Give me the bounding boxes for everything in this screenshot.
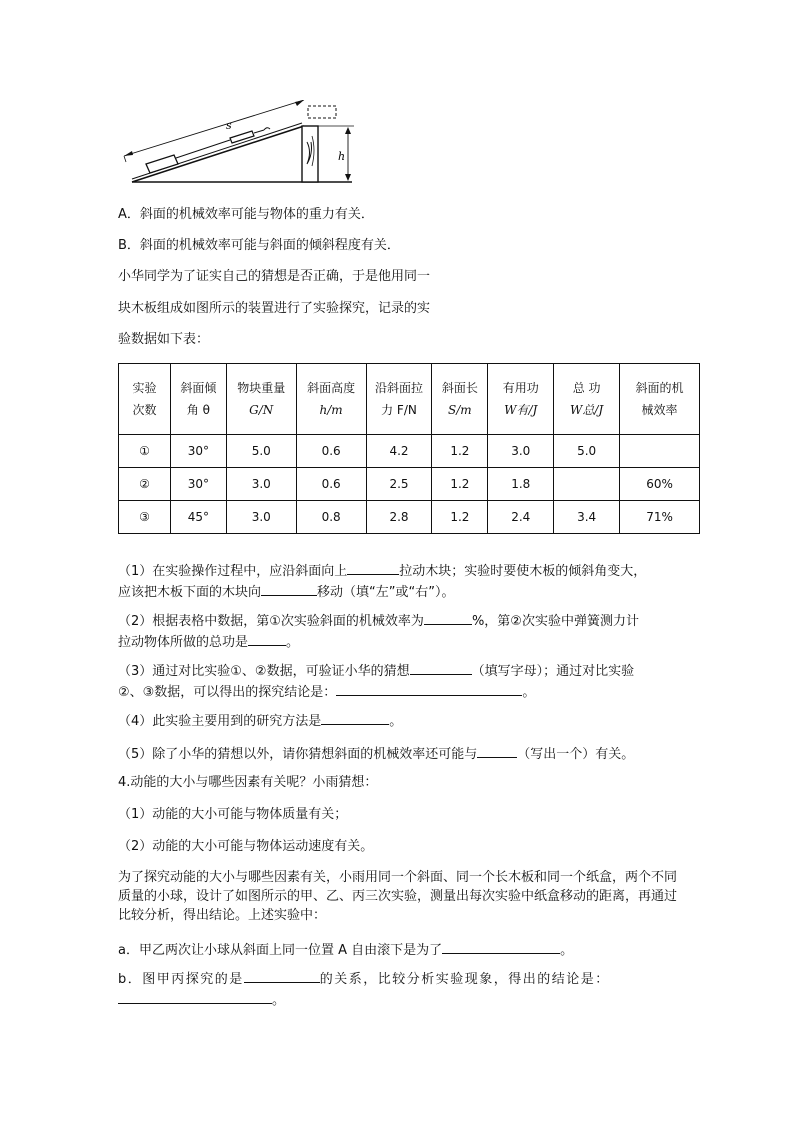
intro-line-1: 小华同学为了证实自己的猜想是否正确，于是他用同一 — [118, 269, 431, 284]
answer-blank[interactable] — [336, 681, 522, 696]
table-cell: 3.4 — [554, 501, 620, 534]
question-3: （3）通过对比实验①、②数据，可验证小华的猜想 （填写字母）；通过对比实验 ②、③数据，可以得出的探究结论是： 。 — [118, 660, 690, 702]
label-s: s — [226, 119, 232, 132]
table-cell: 1.2 — [432, 501, 488, 534]
header-cell: 沿斜面拉 力 F/N — [366, 364, 432, 435]
table-row — [119, 435, 700, 468]
table-cell: 2.4 — [488, 501, 554, 534]
answer-blank[interactable] — [321, 710, 389, 725]
problem-4-title: 4.动能的大小与哪些因素有关呢？小雨猜想： — [118, 775, 378, 790]
problem-4-body: 为了探究动能的大小与哪些因素有关，小雨用同一个斜面、同一个长木板和同一个纸盒，两个不同质量的小球，设计了如图所示的甲、乙、丙三次实验，测量出每次实验中纸盒移动的距离，再通过比较分析，得出结论。上述实验中： — [118, 870, 678, 923]
header-cell: 斜面长 S/m — [432, 364, 488, 435]
intro-line-3: 验数据如下表： — [118, 332, 210, 347]
header-cell: 实验 次数 — [119, 364, 171, 435]
answer-blank[interactable] — [424, 610, 472, 625]
answer-blank[interactable] — [477, 743, 517, 758]
header-cell: 总 功 W总/J — [554, 364, 620, 435]
table-cell — [620, 435, 700, 468]
question-1: （1）在实验操作过程中，应沿斜面向上 拉动木块；实验时要使木板的倾斜角变大， 应该把木板下面的木块向 移动（填“左”或“右”）。 — [118, 560, 690, 602]
guess-1: （1）动能的大小可能与物体质量有关； — [118, 807, 348, 822]
table-cell: 60% — [620, 468, 700, 501]
table-header-row — [119, 364, 700, 435]
table-cell: 5.0 — [226, 435, 296, 468]
table-cell: 2.8 — [366, 501, 432, 534]
question-a: a．甲乙两次让小球从斜面上同一位置 A 自由滚下是为了 。 — [118, 939, 573, 960]
table-cell: ③ — [119, 501, 171, 534]
table-cell — [554, 468, 620, 501]
table-cell: 1.8 — [488, 468, 554, 501]
header-cell: 有用功 W有/J — [488, 364, 554, 435]
table-cell: ① — [119, 435, 171, 468]
answer-blank[interactable] — [244, 968, 320, 983]
table-cell: 4.2 — [366, 435, 432, 468]
experiment-table — [118, 363, 700, 534]
header-cell: 斜面的机 械效率 — [620, 364, 700, 435]
option-a: A．斜面的机械效率可能与物体的重力有关． — [118, 207, 374, 222]
answer-blank[interactable] — [248, 631, 286, 646]
question-5: （5）除了小华的猜想以外，请你猜想斜面的机械效率还可能与 （写出一个）有关。 — [118, 743, 634, 764]
intro-line-2: 块木板组成如图所示的装置进行了实验探究，记录的实 — [118, 301, 431, 316]
table-cell: ② — [119, 468, 171, 501]
question-2: （2）根据表格中数据，第①次实验斜面的机械效率为 %，第②次实验中弹簧测力计 拉动物体所做的总功是 。 — [118, 610, 690, 652]
guess-2: （2）动能的大小可能与物体运动速度有关。 — [118, 839, 374, 854]
table-cell: 45° — [170, 501, 226, 534]
table-cell: 0.8 — [296, 501, 366, 534]
header-cell: 物块重量 G/N — [226, 364, 296, 435]
table-cell: 71% — [620, 501, 700, 534]
incline-diagram — [118, 100, 358, 190]
answer-blank[interactable] — [442, 939, 560, 954]
table-row — [119, 501, 700, 534]
table-row — [119, 468, 700, 501]
table-cell: 30° — [170, 435, 226, 468]
table-cell: 2.5 — [366, 468, 432, 501]
question-b: b．图甲丙探究的是 的关系，比较分析实验现象，得出的结论是： 。 — [118, 968, 668, 1010]
table-cell: 5.0 — [554, 435, 620, 468]
table-cell: 1.2 — [432, 468, 488, 501]
header-cell: 斜面倾 角 θ — [170, 364, 226, 435]
answer-blank[interactable] — [118, 989, 272, 1004]
answer-blank[interactable] — [347, 560, 399, 575]
table-cell: 30° — [170, 468, 226, 501]
option-b: B．斜面的机械效率可能与斜面的倾斜程度有关． — [118, 238, 400, 253]
table-cell: 0.6 — [296, 435, 366, 468]
table-cell: 3.0 — [226, 501, 296, 534]
table-cell: 3.0 — [226, 468, 296, 501]
table-cell: 0.6 — [296, 468, 366, 501]
label-h: h — [338, 150, 346, 163]
answer-blank[interactable] — [261, 581, 317, 596]
table-cell: 1.2 — [432, 435, 488, 468]
table-cell: 3.0 — [488, 435, 554, 468]
question-4: （4）此实验主要用到的研究方法是 。 — [118, 710, 402, 731]
answer-blank[interactable] — [410, 660, 472, 675]
header-cell: 斜面高度 h/m — [296, 364, 366, 435]
